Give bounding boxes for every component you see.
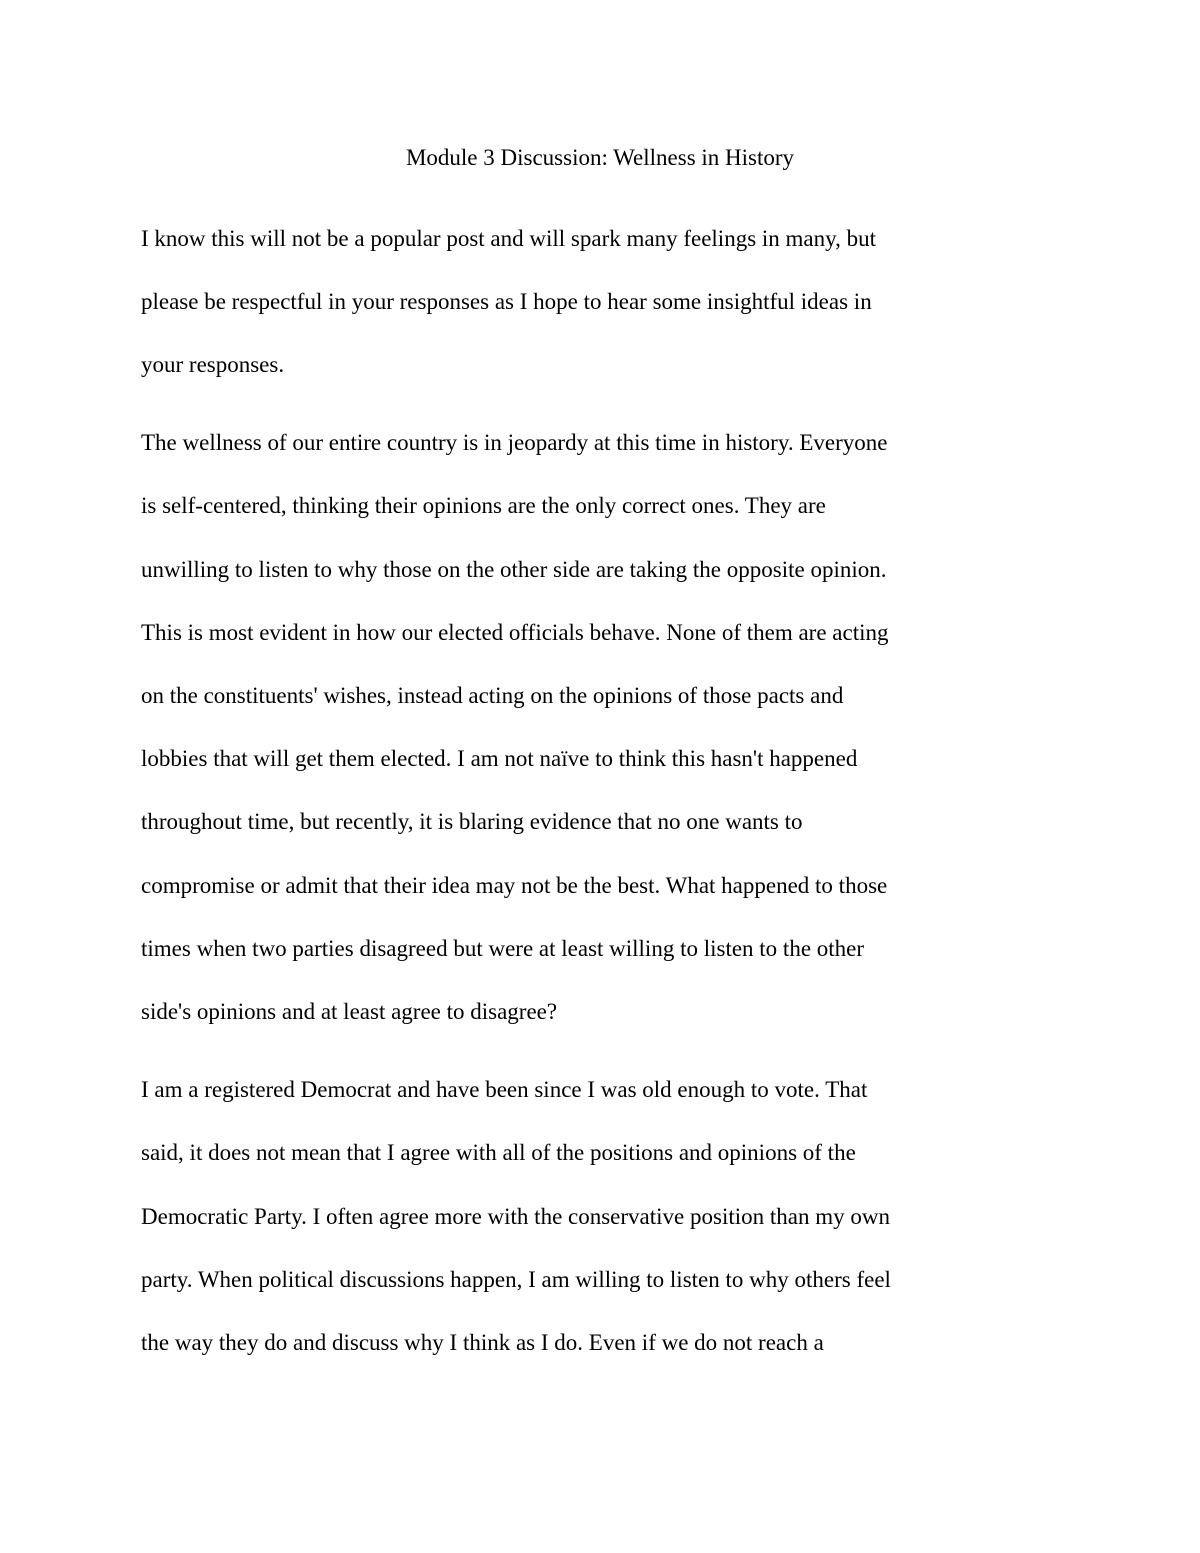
text-line: unwilling to listen to why those on the other side are taking the opposite opinion. [141,557,887,582]
text-line: lobbies that will get them elected. I am not naïve to think this hasn't happened [141,746,858,771]
text-line: please be respectful in your responses as I hope to hear some insightful ideas in [141,289,872,314]
text-line: throughout time, but recently, it is blaring evidence that no one wants to [141,809,803,834]
text-line: I know this will not be a popular post and will spark many feelings in many, but [141,226,877,251]
text-line: said, it does not mean that I agree with all of the positions and opinions of the [141,1140,856,1165]
text-line: is self-centered, thinking their opinions are the only correct ones. They are [141,493,826,518]
text-line: I am a registered Democrat and have been since I was old enough to vote. That [141,1077,868,1102]
text-line: the way they do and discuss why I think as I do. Even if we do not reach a [141,1330,824,1355]
text-line: on the constituents' wishes, instead acting on the opinions of those pacts and [141,683,844,708]
text-line: times when two parties disagreed but were at least willing to listen to the other [141,936,865,961]
text-line: compromise or admit that their idea may not be the best. What happened to those [141,873,888,898]
text-line: This is most evident in how our elected officials behave. None of them are acting [141,620,889,645]
text-line: The wellness of our entire country is in jeopardy at this time in history. Everyone [141,430,888,455]
text-line: your responses. [141,352,285,377]
document-title: Module 3 Discussion: Wellness in History [405,145,795,170]
text-line: Democratic Party. I often agree more with the conservative position than my own [141,1204,890,1229]
text-line: side's opinions and at least agree to disagree? [141,999,558,1024]
text-line: party. When political discussions happen, I am willing to listen to why others feel [141,1267,891,1292]
